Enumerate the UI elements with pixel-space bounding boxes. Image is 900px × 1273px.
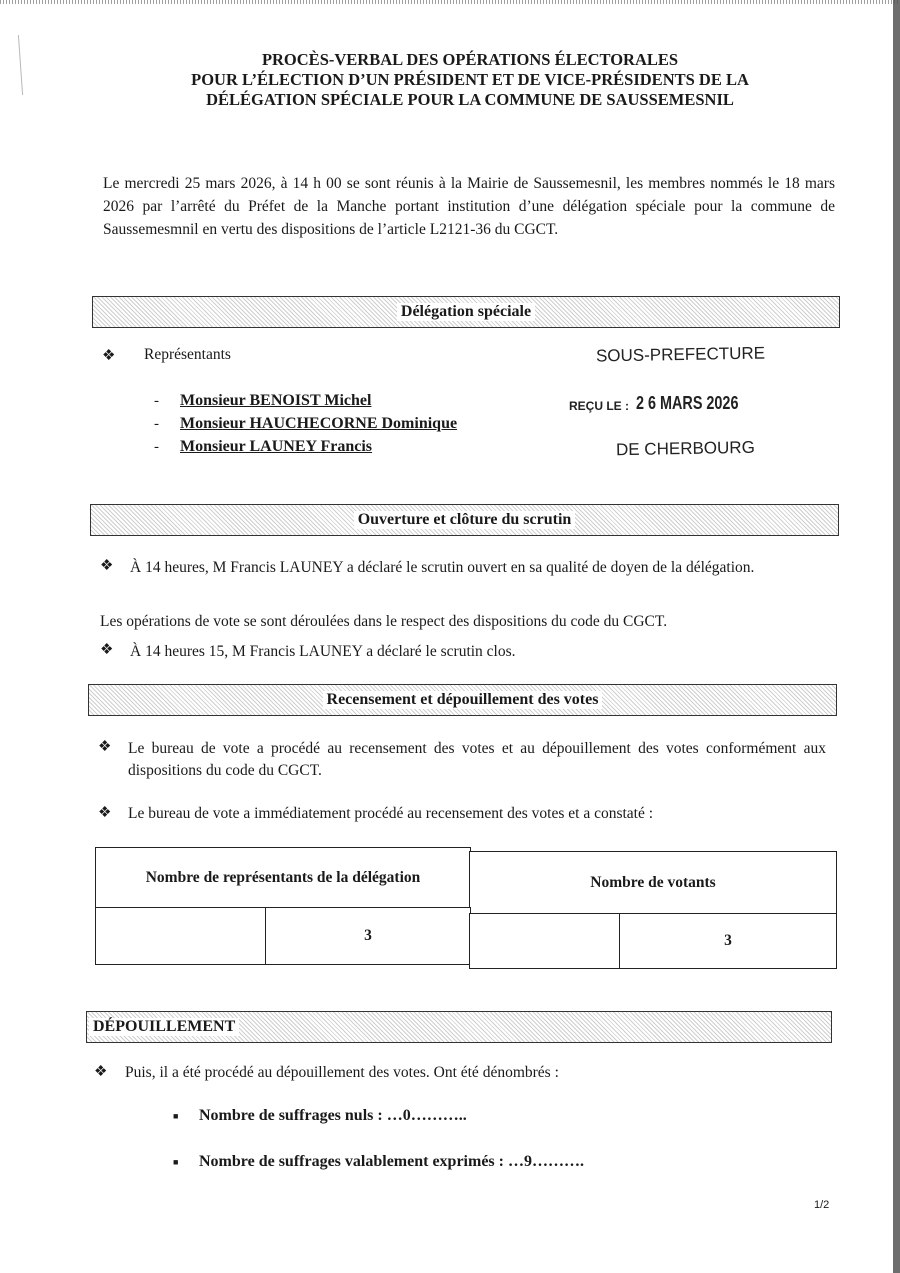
page-number: 1/2 [814, 1199, 830, 1211]
table-header-representants: Nombre de représentants de la délégation [95, 847, 471, 909]
diamond-bullet-icon: ❖ [94, 1064, 108, 1080]
diamond-bullet-icon: ❖ [98, 739, 112, 755]
square-bullet-icon: ■ [173, 1111, 179, 1121]
member-3: Monsieur LAUNEY Francis [180, 438, 372, 455]
stamp-line-1: SOUS-PREFECTURE [595, 343, 766, 366]
section-title: Ouverture et clôture du scrutin [354, 511, 576, 529]
section-title: DÉPOUILLEMENT [89, 1018, 239, 1036]
stamp-recu-label: REÇU LE : [569, 399, 629, 413]
section-header-depouillement [86, 1011, 832, 1043]
table-cell-empty [469, 913, 621, 969]
title-line-2: POUR L’ÉLECTION D’UN PRÉSIDENT ET DE VICE-PRÉSIDENTS DE LA [191, 70, 749, 89]
cloture-paragraph: À 14 heures 15, M Francis LAUNEY a déclaré le scrutin clos. [130, 643, 516, 660]
member-1: Monsieur BENOIST Michel [180, 392, 372, 409]
dash-bullet: - [154, 393, 159, 409]
ouverture-paragraph: À 14 heures, M Francis LAUNEY a déclaré le scrutin ouvert en sa qualité de doyen de la délégation. [130, 559, 755, 576]
section-title: Délégation spéciale [397, 303, 535, 321]
deroulement-paragraph: Les opérations de vote se sont déroulées dans le respect des dispositions du code du CGCT. [100, 613, 668, 630]
diamond-bullet-icon: ❖ [100, 558, 114, 574]
recensement-paragraph: Le bureau de vote a procédé au recensement des votes et au dépouillement des votes conformément aux dispositions du code du CGCT. [128, 740, 826, 779]
section-header-recensement [88, 684, 837, 716]
diamond-bullet-icon: ❖ [98, 805, 112, 821]
stamp-line-3: DE CHERBOURG [615, 437, 756, 460]
stamp-date: 2 6 MARS 2026 [636, 393, 739, 413]
dash-bullet: - [154, 416, 159, 432]
votes-table [95, 847, 837, 969]
table-header-votants: Nombre de votants [469, 851, 837, 915]
section-header-ouverture [90, 504, 839, 536]
diamond-bullet-icon: ❖ [102, 348, 116, 364]
member-2: Monsieur HAUCHECORNE Dominique [180, 415, 458, 432]
suffrages-nuls: Nombre de suffrages nuls : …0……….. [199, 1107, 467, 1124]
table-cell-representants-value: 3 [265, 907, 471, 965]
dash-bullet: - [154, 439, 159, 455]
diamond-bullet-icon: ❖ [100, 642, 114, 658]
scan-edge-right [893, 0, 900, 1273]
constat-paragraph: Le bureau de vote a immédiatement procédé au recensement des votes et a constaté : [128, 805, 654, 822]
table-cell-votants-value: 3 [619, 913, 837, 969]
representants-label: Représentants [144, 346, 231, 363]
table-cell-empty [95, 907, 267, 965]
section-title: Recensement et dépouillement des votes [323, 691, 603, 709]
title-line-1: PROCÈS-VERBAL DES OPÉRATIONS ÉLECTORALES [261, 50, 679, 69]
section-header-delegation [92, 296, 840, 328]
document-title [100, 50, 840, 110]
intro-paragraph: Le mercredi 25 mars 2026, à 14 h 00 se sont réunis à la Mairie de Saussemesnil, les membres nommés le 18 mars 2026 par l’arrêté du Préfet de la Manche portant institution d’une délégation spéciale pour la commune de Saussemesmnil en vertu des dispositions de l’article L2121-36 du CGCT. [103, 175, 835, 238]
depouillement-paragraph: Puis, il a été procédé au dépouillement des votes. Ont été dénombrés : [125, 1064, 559, 1081]
scan-edge-top [0, 0, 900, 4]
suffrages-exprimes: Nombre de suffrages valablement exprimés : …9………. [199, 1153, 584, 1170]
square-bullet-icon: ■ [173, 1157, 179, 1167]
title-line-3: DÉLÉGATION SPÉCIALE POUR LA COMMUNE DE SAUSSEMESNIL [206, 90, 734, 109]
scan-mark [18, 35, 25, 95]
